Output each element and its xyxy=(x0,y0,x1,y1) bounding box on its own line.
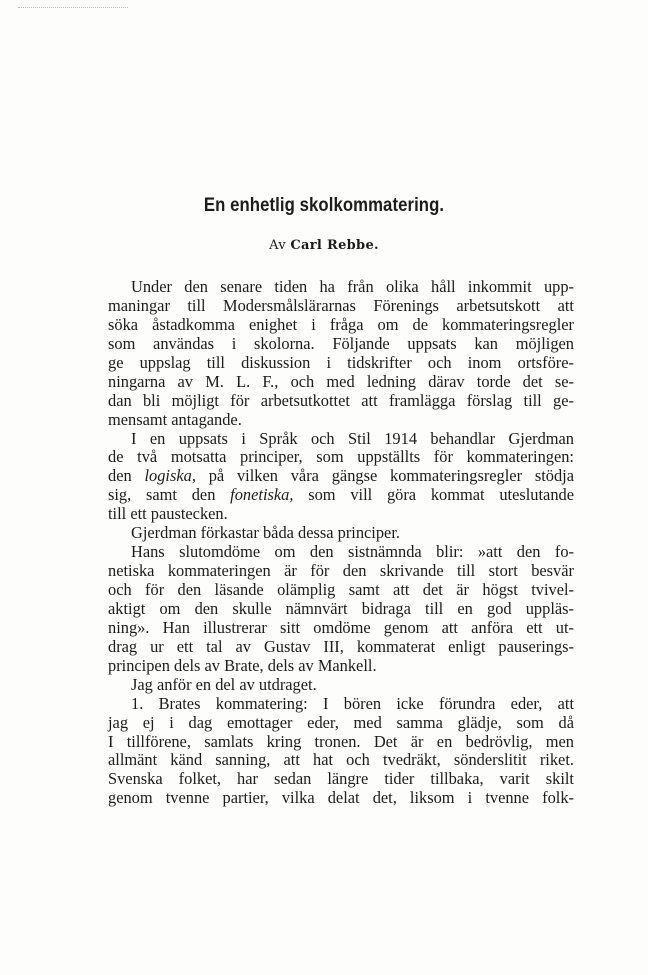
text-run: den xyxy=(108,466,132,486)
text-run: sig, samt den xyxy=(108,485,216,505)
emphasis-logiska: logiska, xyxy=(144,466,196,486)
text-line: och för den läsande olämplig samt att det är högst tvivel- xyxy=(108,580,574,599)
text-run: som vill göra kommat uteslutande xyxy=(308,485,574,505)
text-line: allmänt känd sanning, att hat och tvedräkt, sönderslitit riket. xyxy=(108,750,574,770)
article-body xyxy=(108,278,574,808)
text-line: I en uppsats i Språk och Stil 1914 behandlar Gjerdman xyxy=(131,428,574,448)
text-line: I tillförene, samlats kring tronen. Det är en bedrövlig, men xyxy=(108,731,574,751)
text-run: på vilken våra gängse kommateringsregler stödja xyxy=(208,466,574,486)
author-name: Carl Rebbe. xyxy=(290,238,379,253)
emphasis-fonetiska: fonetiska, xyxy=(230,485,294,505)
scan-artifact xyxy=(18,7,128,9)
author-prefix: Av xyxy=(269,238,286,253)
text-line: netiska kommateringen är för den skrivande till stort besvär xyxy=(108,561,574,581)
text-line: Svenska folket, har sedan längre tider tillbaka, varit skilt xyxy=(108,769,574,789)
text-line: maningar till Modersmålslärarnas Förenings arbetsutskott att xyxy=(108,295,574,315)
text-line: aktigt om den skulle nämnvärt bidraga till en god uppläs- xyxy=(108,598,574,618)
text-line xyxy=(108,486,574,505)
text-line: ningarna av M. L. F., och med ledning därav torde det se- xyxy=(108,371,574,391)
text-line: jag ej i dag emottager eder, med samma glädje, som då xyxy=(108,712,574,732)
text-line: till ett paustecken. xyxy=(108,504,228,524)
text-line: som användas i skolorna. Följande uppsats kan möjligen xyxy=(108,333,574,353)
text-line: Gjerdman förkastar båda dessa principer. xyxy=(131,523,400,543)
text-line: dan bli möjligt för arbetsutkottet att framlägga förslag till ge- xyxy=(108,390,574,410)
text-line: ge uppslag till diskussion i tidskrifter och inom ortsföre- xyxy=(108,352,574,372)
text-line: de två motsatta principer, som uppställts för kommateringen: xyxy=(108,447,574,467)
article-title: En enhetlig skolkommatering. xyxy=(203,195,445,216)
text-line xyxy=(108,467,574,486)
text-line: Under den senare tiden ha från olika håll inkommit upp- xyxy=(131,277,574,296)
text-line: genom tvenne partier, vilka delat det, liksom i tvenne folk- xyxy=(108,788,574,808)
author-line xyxy=(0,238,648,253)
text-line: principen dels av Brate, dels av Mankell. xyxy=(108,655,377,675)
text-line: söka åstadkomma enighet i fråga om de kommateringsregler xyxy=(108,314,574,334)
text-line: 1. Brates kommatering: I bören icke förundra eder, att xyxy=(131,693,574,713)
text-line: Jag anför en del av utdraget. xyxy=(131,674,317,694)
text-line: drag ur ett tal av Gustav III, kommaterat enligt pauserings- xyxy=(108,636,574,656)
text-line: mensamt antagande. xyxy=(108,409,242,429)
text-line: Hans slutomdöme om den sistnämnda blir: »att den fo- xyxy=(131,542,574,562)
text-line: ning». Han illustrerar sitt omdöme genom att anföra ett ut- xyxy=(108,617,574,637)
